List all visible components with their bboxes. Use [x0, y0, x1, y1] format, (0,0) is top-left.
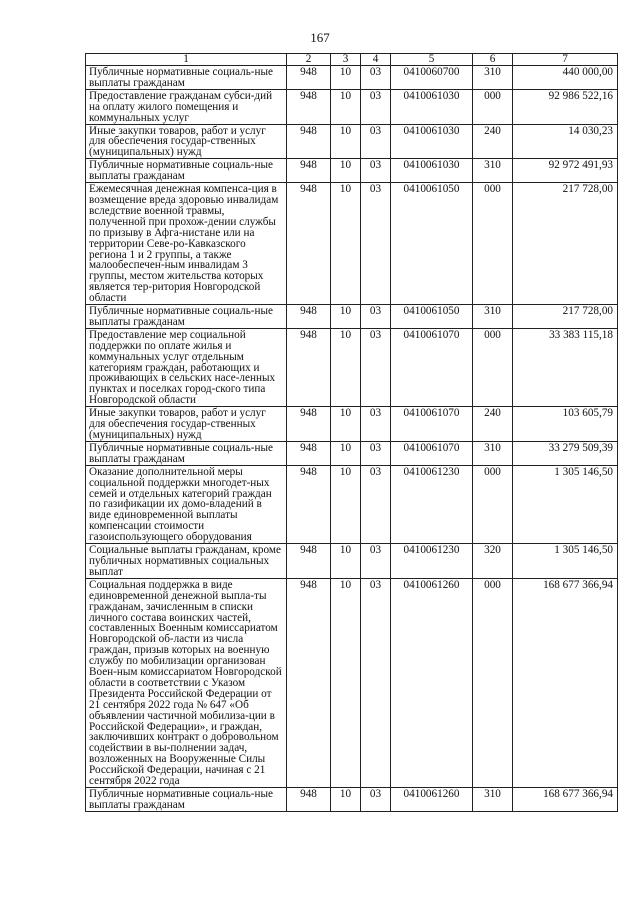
subsection-code: 03	[361, 305, 391, 329]
table-header-row	[86, 54, 618, 66]
amount: 217 728,00	[513, 183, 618, 305]
target-article-code: 0410061260	[391, 788, 473, 812]
subsection-code: 03	[361, 788, 391, 812]
row-description: Ежемесячная денежная компенса-ция в возмещение вреда здоровью инвалидам вследствие военной травмы, полученной при прохож-дении службы по призыву в Афга-нистане или на территории Севе-ро-Кавказского региона 1 и 2 группы, а также малообеспечен-ным инвалидам 3 группы, местом жительства которых является тер-ритория Новгородской области	[86, 183, 287, 305]
expense-type-code: 000	[473, 328, 513, 406]
target-article-code: 0410061050	[391, 183, 473, 305]
ministry-code: 948	[287, 183, 331, 305]
row-description: Публичные нормативные социаль-ные выплаты гражданам	[86, 66, 287, 90]
section-code: 10	[331, 788, 361, 812]
expense-type-code: 310	[473, 305, 513, 329]
ministry-code: 948	[287, 788, 331, 812]
target-article-code: 0410061030	[391, 159, 473, 183]
table-row	[86, 305, 618, 329]
ministry-code: 948	[287, 66, 331, 90]
expense-type-code: 310	[473, 788, 513, 812]
row-description: Оказание дополнительной меры социальной поддержки многодет-ных семей и отдельных категорий граждан по газификации их домо-владений в виде единовременной выплаты компенсации стоимости газоиспользующего оборудования	[86, 465, 287, 543]
subsection-code: 03	[361, 66, 391, 90]
table-row	[86, 183, 618, 305]
target-article-code: 0410061260	[391, 578, 473, 787]
amount: 14 030,23	[513, 124, 618, 159]
expense-type-code: 320	[473, 544, 513, 579]
expense-type-code: 310	[473, 159, 513, 183]
target-article-code: 0410060700	[391, 66, 473, 90]
column-header: 2	[287, 54, 331, 66]
ministry-code: 948	[287, 441, 331, 465]
ministry-code: 948	[287, 407, 331, 442]
target-article-code: 0410061030	[391, 89, 473, 124]
table-row	[86, 788, 618, 812]
table-row	[86, 407, 618, 442]
expense-type-code: 240	[473, 407, 513, 442]
expense-type-code: 240	[473, 124, 513, 159]
table-row	[86, 159, 618, 183]
amount: 33 279 509,39	[513, 441, 618, 465]
table-row	[86, 328, 618, 406]
section-code: 10	[331, 159, 361, 183]
section-code: 10	[331, 305, 361, 329]
section-code: 10	[331, 89, 361, 124]
target-article-code: 0410061070	[391, 328, 473, 406]
subsection-code: 03	[361, 578, 391, 787]
row-description: Предоставление мер социальной поддержки по оплате жилья и коммунальных услуг отдельным категориям граждан, работающих и проживающих в сельских насе-ленных пунктах и поселках город-ского типа Новгородской области	[86, 328, 287, 406]
target-article-code: 0410061050	[391, 305, 473, 329]
table-row	[86, 66, 618, 90]
row-description: Социальная поддержка в виде единовременной денежной выпла-ты гражданам, зачисленным в списки личного состава воинских частей, составленных Военным комиссариатом Новгородской об-ласти из числа граждан, призыв которых на военную службу по мобилизации организован Воен-ным комиссариатом Новгородской области в соответствии с Указом Президента Российской Федерации от 21 сентября 2022 года № 647 «Об объявлении частичной мобилиза-ции в Российской Федерации», и граждан, заключивших контракт о добровольном содействии в вы-полнении задач, возложенных на Вооруженные Силы Российской Федерации, начиная с 21 сентября 2022 года	[86, 578, 287, 787]
ministry-code: 948	[287, 578, 331, 787]
amount: 168 677 366,94	[513, 788, 618, 812]
table-row	[86, 124, 618, 159]
subsection-code: 03	[361, 124, 391, 159]
budget-table	[85, 53, 618, 812]
section-code: 10	[331, 544, 361, 579]
subsection-code: 03	[361, 159, 391, 183]
row-description: Публичные нормативные социаль-ные выплаты гражданам	[86, 441, 287, 465]
row-description: Предоставление гражданам субси-дий на оплату жилого помещения и коммунальных услуг	[86, 89, 287, 124]
column-header: 6	[473, 54, 513, 66]
page-number: 167	[310, 30, 330, 45]
subsection-code: 03	[361, 544, 391, 579]
subsection-code: 03	[361, 183, 391, 305]
section-code: 10	[331, 66, 361, 90]
amount: 168 677 366,94	[513, 578, 618, 787]
expense-type-code: 000	[473, 89, 513, 124]
ministry-code: 948	[287, 124, 331, 159]
ministry-code: 948	[287, 328, 331, 406]
amount: 103 605,79	[513, 407, 618, 442]
ministry-code: 948	[287, 89, 331, 124]
section-code: 10	[331, 441, 361, 465]
expense-type-code: 000	[473, 183, 513, 305]
column-header: 7	[513, 54, 618, 66]
subsection-code: 03	[361, 407, 391, 442]
table-row	[86, 89, 618, 124]
amount: 217 728,00	[513, 305, 618, 329]
table-row	[86, 578, 618, 787]
subsection-code: 03	[361, 89, 391, 124]
table-row	[86, 465, 618, 543]
table-row	[86, 441, 618, 465]
expense-type-code: 000	[473, 465, 513, 543]
amount: 92 972 491,93	[513, 159, 618, 183]
amount: 1 305 146,50	[513, 465, 618, 543]
section-code: 10	[331, 465, 361, 543]
amount: 33 383 115,18	[513, 328, 618, 406]
expense-type-code: 310	[473, 66, 513, 90]
row-description: Публичные нормативные социаль-ные выплаты гражданам	[86, 788, 287, 812]
ministry-code: 948	[287, 159, 331, 183]
target-article-code: 0410061070	[391, 407, 473, 442]
row-description: Иные закупки товаров, работ и услуг для обеспечения государ-ственных (муниципальных) нужд	[86, 124, 287, 159]
subsection-code: 03	[361, 328, 391, 406]
column-header: 5	[391, 54, 473, 66]
row-description: Социальные выплаты гражданам, кроме публичных нормативных социальных выплат	[86, 544, 287, 579]
row-description: Публичные нормативные социаль-ные выплаты гражданам	[86, 305, 287, 329]
table-row	[86, 544, 618, 579]
amount: 1 305 146,50	[513, 544, 618, 579]
expense-type-code: 000	[473, 578, 513, 787]
expense-type-code: 310	[473, 441, 513, 465]
amount: 440 000,00	[513, 66, 618, 90]
target-article-code: 0410061030	[391, 124, 473, 159]
row-description: Публичные нормативные социаль-ные выплаты гражданам	[86, 159, 287, 183]
ministry-code: 948	[287, 544, 331, 579]
column-header: 4	[361, 54, 391, 66]
subsection-code: 03	[361, 441, 391, 465]
column-header: 3	[331, 54, 361, 66]
target-article-code: 0410061230	[391, 465, 473, 543]
section-code: 10	[331, 578, 361, 787]
target-article-code: 0410061070	[391, 441, 473, 465]
section-code: 10	[331, 407, 361, 442]
ministry-code: 948	[287, 465, 331, 543]
section-code: 10	[331, 328, 361, 406]
row-description: Иные закупки товаров, работ и услуг для обеспечения государ-ственных (муниципальных) нужд	[86, 407, 287, 442]
amount: 92 986 522,16	[513, 89, 618, 124]
section-code: 10	[331, 124, 361, 159]
target-article-code: 0410061230	[391, 544, 473, 579]
subsection-code: 03	[361, 465, 391, 543]
section-code: 10	[331, 183, 361, 305]
column-header: 1	[86, 54, 287, 66]
ministry-code: 948	[287, 305, 331, 329]
